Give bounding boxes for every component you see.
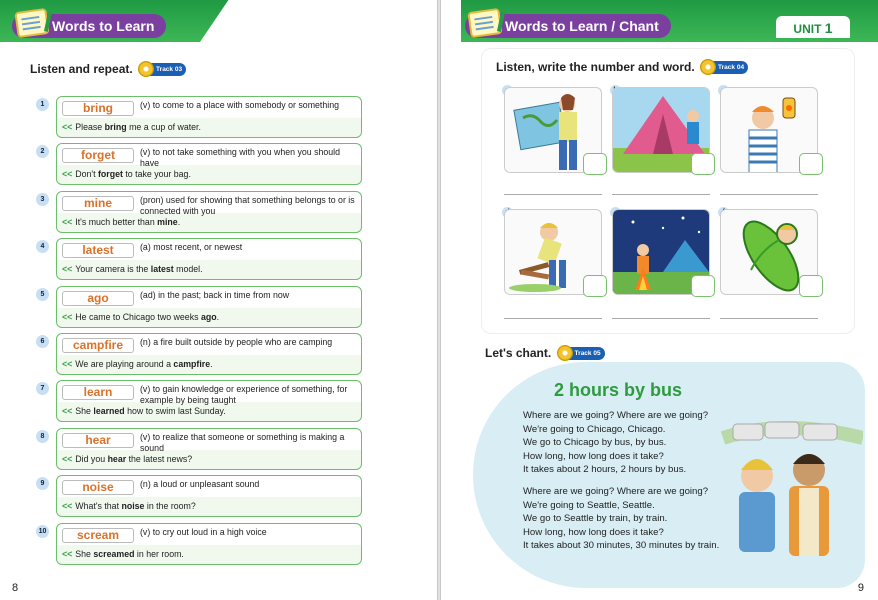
track-label: Track 05 — [574, 350, 601, 358]
word-example — [62, 264, 203, 274]
answer-box-e[interactable] — [691, 275, 715, 297]
kids-illustration — [713, 418, 863, 588]
track-badge[interactable] — [561, 347, 605, 360]
example-text: Did you — [75, 453, 108, 464]
word-definition: (n) a loud or unpleasant sound — [140, 479, 260, 490]
word-definition: (a) most recent, or newest — [140, 242, 243, 253]
word-item — [36, 286, 366, 329]
chant-verse-2 — [523, 485, 719, 553]
notebook-icon — [467, 8, 502, 38]
chant-line: How long, how long does it take? — [523, 450, 664, 462]
word-definition: (v) to gain knowledge or experience of something, for example by being taught — [140, 384, 348, 406]
right-page — [441, 0, 878, 600]
word-example — [62, 549, 184, 559]
example-bold-word: latest — [150, 264, 174, 275]
double-chevron-icon: << — [62, 548, 73, 559]
double-chevron-icon: << — [62, 311, 73, 322]
example-text: . — [216, 311, 220, 322]
example-bold-word: campfire — [173, 359, 211, 369]
example-text: to take your bag. — [122, 169, 191, 180]
vocab-word[interactable]: forget — [62, 148, 134, 163]
word-card — [56, 286, 362, 328]
example-text: . — [210, 359, 213, 369]
chant-line: We're going to Seattle, Seattle. — [523, 499, 655, 511]
example-text: me a cup of water. — [126, 122, 201, 132]
listen-write-text: Listen, write the number and word. — [496, 60, 695, 74]
word-example — [62, 359, 213, 369]
vocab-word[interactable]: bring — [62, 101, 134, 116]
word-item — [36, 96, 366, 139]
vocab-word[interactable]: latest — [62, 243, 134, 258]
double-chevron-icon: << — [62, 406, 73, 417]
example-text: Please — [75, 122, 105, 132]
word-item — [36, 380, 366, 423]
double-chevron-icon: << — [62, 264, 73, 275]
vocab-word[interactable]: learn — [62, 385, 134, 400]
track-badge[interactable] — [704, 61, 748, 74]
left-page — [0, 0, 437, 600]
chant-section-title — [485, 346, 605, 360]
word-example — [62, 501, 196, 511]
word-number: 5 — [36, 288, 49, 301]
chant-line: We go to Seattle by train, by train. — [523, 513, 668, 525]
example-text: We are playing around a — [75, 359, 174, 369]
word-card — [56, 333, 362, 375]
example-text: It's much better than — [75, 216, 158, 227]
word-item — [36, 191, 366, 234]
cd-icon — [557, 345, 573, 361]
word-definition: (v) to not take something with you when you should have — [140, 147, 340, 169]
chant-verse-1 — [523, 409, 719, 477]
word-number: 2 — [36, 145, 49, 158]
word-definition: (v) to cry out loud in a high voice — [140, 526, 267, 537]
word-item — [36, 475, 366, 518]
unit-number: 1 — [824, 20, 833, 36]
word-item — [36, 428, 366, 471]
example-text: What's that — [75, 501, 122, 512]
chant-line: It takes about 30 minutes, 30 minutes by train. — [523, 540, 720, 552]
word-number: 7 — [36, 382, 49, 395]
unit-tab — [776, 16, 850, 38]
listen-write-title — [496, 60, 748, 74]
word-example — [62, 312, 219, 322]
write-line-b[interactable] — [612, 194, 710, 195]
section-header-right — [465, 14, 671, 38]
section-header — [12, 14, 166, 38]
double-chevron-icon: << — [62, 501, 73, 512]
example-bold-word: screamed — [93, 548, 135, 559]
example-text: the latest news? — [126, 453, 193, 464]
vocab-word[interactable]: ago — [62, 291, 134, 306]
word-example — [62, 454, 192, 464]
word-example — [62, 169, 191, 179]
word-example — [62, 406, 226, 416]
example-text: Your camera is the — [75, 264, 151, 275]
example-text: . — [177, 216, 181, 227]
example-bold-word: learned — [93, 406, 125, 417]
example-bold-word: hear — [107, 453, 127, 464]
double-chevron-icon: << — [62, 216, 73, 227]
example-bold-word: mine — [157, 216, 178, 227]
write-line-f[interactable] — [720, 318, 818, 319]
word-item — [36, 143, 366, 186]
vocab-word[interactable]: noise — [62, 480, 134, 495]
vocab-word[interactable]: campfire — [62, 338, 134, 353]
word-definition: (ad) in the past; back in time from now — [140, 289, 290, 300]
word-number: 9 — [36, 477, 49, 490]
vocab-word[interactable]: mine — [62, 196, 134, 211]
word-card — [56, 380, 362, 422]
word-definition: (pron) used for showing that something belongs to or is connected with you — [140, 194, 355, 216]
vocab-word[interactable]: scream — [62, 528, 134, 543]
double-chevron-icon: << — [62, 453, 73, 464]
write-line-a[interactable] — [504, 194, 602, 195]
word-card — [56, 238, 362, 280]
word-item — [36, 238, 366, 281]
example-text: Don't — [75, 169, 98, 180]
word-definition: (v) to come to a place with somebody or something — [140, 100, 339, 110]
example-text: in the room? — [144, 501, 196, 512]
chant-line: Where are we going? Where are we going? — [523, 485, 709, 497]
word-card — [56, 428, 362, 470]
header-title-right: Words to Learn / Chant — [505, 18, 659, 34]
double-chevron-icon: << — [62, 122, 73, 132]
answer-box-f[interactable] — [799, 275, 823, 297]
cd-icon — [138, 61, 154, 77]
chant-title: 2 hours by bus — [554, 380, 683, 400]
word-definition: (v) to realize that someone or something is making a sound — [140, 431, 345, 453]
chant-label: Let's chant. — [485, 346, 552, 360]
example-text: She — [75, 548, 94, 559]
example-text: model. — [173, 264, 203, 275]
word-card — [56, 523, 362, 565]
double-chevron-icon: << — [62, 359, 73, 369]
word-example — [62, 122, 201, 132]
header-title: Words to Learn — [52, 18, 155, 34]
double-chevron-icon: << — [62, 169, 73, 180]
example-bold-word: noise — [121, 501, 145, 512]
answer-box-d[interactable] — [583, 275, 607, 297]
answer-box-b[interactable] — [691, 153, 715, 175]
example-text: He came to Chicago two weeks — [75, 311, 201, 322]
word-number: 8 — [36, 430, 49, 443]
word-number: 4 — [36, 240, 49, 253]
word-card — [56, 96, 362, 138]
write-line-c[interactable] — [720, 194, 818, 195]
vocab-word[interactable]: hear — [62, 433, 134, 448]
answer-box-c[interactable] — [799, 153, 823, 175]
word-item — [36, 523, 366, 566]
word-card — [56, 475, 362, 517]
page-number-right: 9 — [857, 582, 864, 594]
chant-line: We go to Chicago by bus, by bus. — [523, 437, 667, 449]
word-number: 3 — [36, 193, 49, 206]
answer-box-a[interactable] — [583, 153, 607, 175]
write-line-d[interactable] — [504, 318, 602, 319]
chant-line: How long, how long does it take? — [523, 526, 664, 538]
example-text: She — [75, 406, 94, 417]
chant-line: We're going to Chicago, Chicago. — [523, 423, 666, 435]
word-number: 1 — [36, 98, 49, 111]
example-bold-word: forget — [98, 169, 123, 180]
word-item — [36, 333, 366, 376]
word-example — [62, 217, 180, 227]
track-label: Track 03 — [156, 66, 183, 74]
cd-icon — [700, 59, 716, 75]
page-number-left: 8 — [12, 582, 19, 594]
unit-label: UNIT — [793, 22, 822, 36]
write-line-e[interactable] — [612, 318, 710, 319]
track-badge[interactable] — [142, 63, 186, 76]
word-definition: (n) a fire built outside by people who are camping — [140, 337, 333, 347]
word-card — [56, 143, 362, 185]
example-text: how to swim last Sunday. — [124, 406, 226, 417]
listen-repeat-text: Listen and repeat. — [30, 62, 133, 76]
listen-repeat-title — [30, 62, 186, 76]
example-bold-word: bring — [104, 122, 127, 132]
word-card — [56, 191, 362, 233]
word-number: 6 — [36, 335, 49, 348]
chant-line: Where are we going? Where are we going? — [523, 410, 709, 421]
chant-line: It takes about 2 hours, 2 hours by bus. — [523, 464, 687, 476]
notebook-icon — [14, 8, 49, 38]
example-text: in her room. — [134, 548, 184, 559]
example-bold-word: ago — [200, 311, 217, 322]
track-label: Track 04 — [718, 64, 745, 72]
word-number: 10 — [36, 525, 49, 538]
chant-lyrics — [523, 409, 719, 553]
